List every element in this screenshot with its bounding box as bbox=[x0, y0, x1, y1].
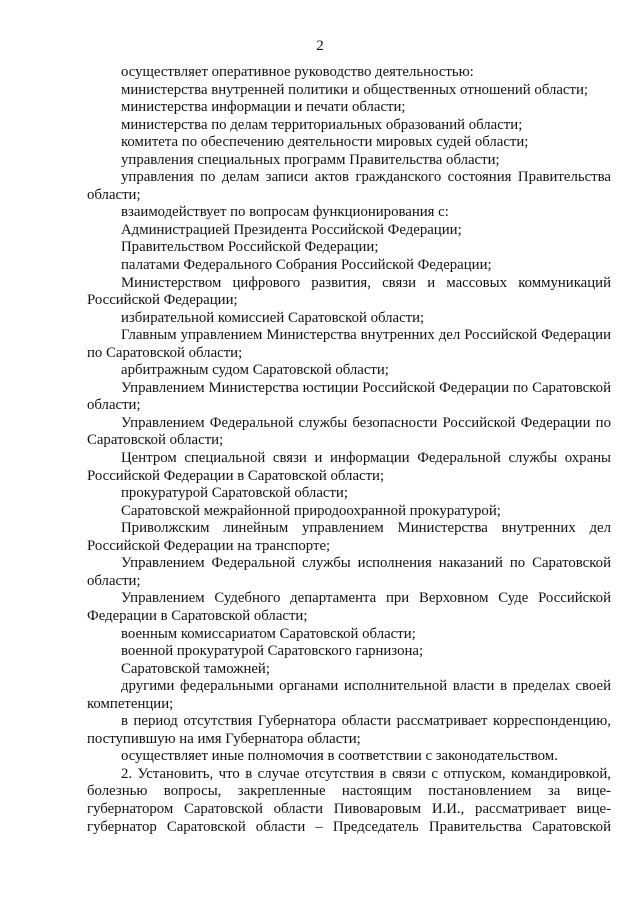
paragraph: Главным управлением Министерства внутренних дел Российской Федерации по Саратовской области; bbox=[87, 327, 611, 361]
paragraph: Правительством Российской Федерации; bbox=[121, 239, 379, 256]
paragraph: военным комиссариатом Саратовской области; bbox=[121, 625, 416, 642]
paragraph: управления специальных программ Правительства области; bbox=[121, 151, 500, 168]
paragraph: в период отсутствия Губернатора области рассматривает корреспонденцию, поступившую на имя Губернатора области; bbox=[87, 713, 611, 747]
paragraph: другими федеральными органами исполнительной власти в пределах своей компетенции; bbox=[87, 678, 611, 712]
paragraph: министерства по делам территориальных образований области; bbox=[121, 116, 523, 133]
paragraph: прокуратурой Саратовской области; bbox=[121, 485, 348, 502]
paragraph: Саратовской межрайонной природоохранной прокуратурой; bbox=[121, 502, 501, 519]
paragraph: взаимодействует по вопросам функционирования с: bbox=[121, 204, 449, 221]
paragraph: палатами Федерального Собрания Российской Федерации; bbox=[121, 257, 492, 274]
paragraph: арбитражным судом Саратовской области; bbox=[121, 362, 389, 379]
paragraph: Управлением Федеральной службы безопасности Российской Федерации по Саратовской области; bbox=[87, 414, 611, 449]
paragraph: Приволжским линейным управлением Министерства внутренних дел Российской Федерации на транспорте; bbox=[87, 520, 611, 554]
paragraph: 2. Установить, что в случае отсутствия в связи с отпуском, командировкой, болезнью вопросы, закрепленные настоящим постановлением за вице-губернатором Саратовской области Пивоваровым И.И., рассматривает вице-губернатор Саратовской области – Председатель Правительства Саратовской bbox=[87, 765, 611, 835]
paragraph: министерства информации и печати области; bbox=[121, 99, 406, 116]
paragraph: Администрацией Президента Российской Федерации; bbox=[121, 221, 462, 238]
page-number: 2 bbox=[316, 38, 324, 54]
paragraph: Министерством цифрового развития, связи и массовых коммуникаций Российской Федерации; bbox=[87, 274, 611, 309]
paragraph: осуществляет оперативное руководство деятельностью: bbox=[121, 64, 474, 80]
paragraph: избирательной комиссией Саратовской области; bbox=[121, 309, 425, 326]
paragraph: Саратовской таможней; bbox=[121, 660, 270, 677]
paragraph: Центром специальной связи и информации Федеральной службы охраны Российской Федерации в Саратовской области; bbox=[87, 450, 611, 484]
paragraph: Управлением Федеральной службы исполнения наказаний по Саратовской области; bbox=[87, 555, 611, 589]
paragraph: управления по делам записи актов гражданского состояния Правительства области; bbox=[87, 169, 611, 203]
paragraph: комитета по обеспечению деятельности мировых судей области; bbox=[121, 134, 529, 151]
paragraph: Управлением Судебного департамента при Верховном Суде Российской Федерации в Саратовской области; bbox=[87, 590, 611, 624]
paragraph: осуществляет иные полномочия в соответствии с законодательством. bbox=[121, 748, 558, 765]
paragraph: министерства внутренней политики и общественных отношений области; bbox=[121, 81, 588, 98]
paragraph: Управлением Министерства юстиции Российской Федерации по Саратовской области; bbox=[87, 379, 611, 414]
document-body bbox=[87, 64, 611, 836]
paragraph: военной прокуратурой Саратовского гарнизона; bbox=[121, 643, 424, 660]
